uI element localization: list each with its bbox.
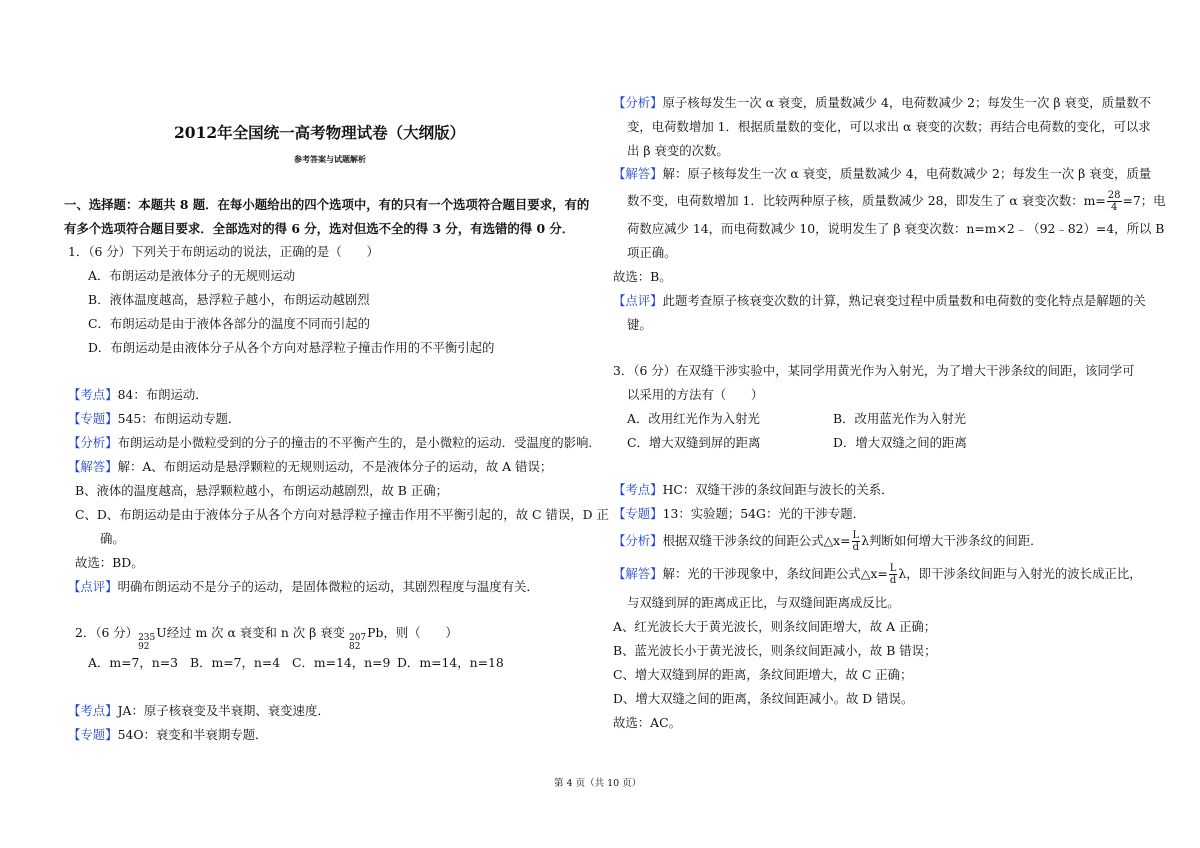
q3-zhuanti-text: 13：实验题；54G：光的干涉专题． [662, 506, 866, 521]
q2-fenxi-text: 原子核每发生一次 α 衰变，质量数减少 4，电荷数减少 2；每发生一次 β 衰变，质量数不 [662, 95, 1152, 110]
formula-fraction [889, 563, 898, 586]
q1-answer: 故选：BD。 [75, 555, 144, 570]
q2-kaodian-text: JA：原子核衰变及半衰期、衰变速度． [117, 703, 330, 718]
q2-option-b: B．m=7，n=4 [190, 655, 281, 670]
q2-dianping [613, 293, 1146, 309]
formula-denominator: d [852, 542, 860, 553]
zhuanti-tag: 【专题】 [68, 727, 118, 742]
jieda-tag: 【解答】 [613, 566, 663, 581]
q2-kaodian [68, 703, 330, 719]
q3-option-a: A．改用红光作为入射光 [627, 411, 760, 426]
q3-kaodian [613, 482, 894, 498]
q1-jieda-line3: C、D、布朗运动是由于液体分子从各个方向对悬浮粒子撞击作用不平衡引起的，故 C 错误，D 正 [75, 507, 609, 522]
lead-nuclide [349, 634, 366, 652]
q3-jieda-line4: B、蓝光波长小于黄光波长，则条纹间距减小，故 B 错误； [613, 643, 937, 658]
q2-option-d: D．m=14，n=18 [397, 655, 504, 670]
q2-jieda [613, 166, 1151, 182]
q3-jieda-line3: A、红光波长大于黄光波长，则条纹间距增大，故 A 正确； [613, 619, 937, 634]
q3-fenxi-text: 根据双缝干涉条纹的间距公式 [662, 533, 824, 548]
q3-fenxi-tail: 判断如何增大干涉条纹的间距． [869, 533, 1043, 548]
q2-fenxi-line3: 出 β 衰变的次数。 [627, 143, 729, 158]
q3-jieda-line5: C、增大双缝到屏的距离，条纹间距增大，故 C 正确； [613, 667, 913, 682]
q3-jieda [613, 563, 1142, 586]
q1-option-c: C．布朗运动是由于液体各部分的温度不同而引起的 [88, 316, 371, 331]
q3-answer: 故选：AC。 [613, 715, 681, 730]
dianping-tag: 【点评】 [68, 579, 118, 594]
q3-option-c: C．增大双缝到屏的距离 [627, 435, 761, 450]
u-symbol: U [156, 625, 167, 640]
q1-jieda [68, 459, 552, 475]
q3-jieda-line6: D、增大双缝之间的距离，条纹间距减小。故 D 错误。 [613, 691, 914, 706]
q3-zhuanti [613, 506, 865, 522]
u-mass-number: 235 [138, 633, 156, 643]
q2-option-a: A．m=7，n=3 [88, 655, 178, 670]
q1-kaodian-text: 84：布朗运动． [117, 387, 208, 402]
q3-option-b: B．改用蓝光作为入射光 [833, 411, 967, 426]
q3-option-d: D．增大双缝之间的距离 [833, 435, 967, 450]
q2-stem-mid: 经过 m 次 α 衰变和 n 次 β 衰变 [166, 625, 346, 640]
formula-lhs: △x= [860, 566, 888, 581]
q1-option-b: B．液体温度越高，悬浮粒子越小，布朗运动越剧烈 [88, 292, 370, 307]
q2-jieda-line3: 荷数应减少 14，而电荷数减少 10，说明发生了 β 衰变次数：n=m×2﹣（92﹣82）=4，所以 B [627, 221, 1165, 236]
formula-numerator: L [889, 563, 897, 574]
q1-stem: 1．（6 分）下列关于布朗运动的说法，正确的是（ ） [68, 244, 379, 259]
q1-jieda-line2: B、液体的温度越高，悬浮颗粒越小，布朗运动越剧烈，故 B 正确； [75, 483, 449, 498]
q2-fenxi [613, 95, 1151, 111]
fenxi-tag: 【分析】 [68, 435, 118, 450]
section-heading-line1: 一、选择题：本题共 8 题．在每小题给出的四个选项中，有的只有一个选项符合题目要求，有的 [64, 197, 590, 212]
q1-zhuanti [68, 411, 240, 427]
alpha-count-fraction [1107, 190, 1122, 213]
kaodian-tag: 【考点】 [613, 482, 663, 497]
q1-fenxi-text: 布朗运动是小微粒受到的分子的撞击的不平衡产生的，是小微粒的运动．受温度的影响． [117, 435, 601, 450]
fraction-numerator: 28 [1107, 190, 1121, 201]
q3-kaodian-text: HC：双缝干涉的条纹间距与波长的关系． [662, 482, 894, 497]
q1-dianping-text: 明确布朗运动不是分子的运动，是固体微粒的运动，其剧烈程度与温度有关． [117, 579, 539, 594]
fenxi-tag: 【分析】 [613, 533, 663, 548]
q1-jieda-text: 解：A、布朗运动是悬浮颗粒的无规则运动，不是液体分子的运动，故 A 错误； [117, 459, 553, 474]
q3-jieda-text: 解：光的干涉现象中，条纹间距公式 [662, 566, 861, 581]
q3-stem-line2: 以采用的方法有（ ） [627, 387, 764, 402]
q1-zhuanti-text: 545：布朗运动专题． [117, 411, 241, 426]
q2-jieda-line2a: 数不变，电荷数增加 1．比较两种原子核，质量数减少 28，即发生了 α 衰变次数：m= [627, 193, 1106, 208]
q2-answer: 故选：B。 [613, 269, 672, 284]
q2-number: 2．（6 分） [75, 625, 139, 640]
q2-dianping-text: 此题考查原子核衰变次数的计算，熟记衰变过程中质量数和电荷数的变化特点是解题的关 [662, 293, 1146, 308]
q2-jieda-line4: 项正确。 [627, 245, 677, 260]
q1-option-d: D．布朗运动是由液体分子从各个方向对悬浮粒子撞击作用的不平衡引起的 [88, 340, 495, 355]
u-charge-number: 92 [138, 642, 150, 652]
q3-jieda-line2: 与双缝到屏的距离成正比，与双缝间距离成反比。 [627, 595, 900, 610]
formula-rhs: λ [898, 566, 907, 581]
q3-jieda-tail: ，即干涉条纹间距与入射光的波长成正比， [906, 566, 1142, 581]
fenxi-tag: 【分析】 [613, 95, 663, 110]
jieda-tag: 【解答】 [613, 166, 663, 181]
q3-fenxi [613, 530, 1043, 553]
q2-zhuanti [68, 727, 267, 743]
formula-numerator: L [852, 530, 860, 541]
q2-stem-tail: ，则（ ） [383, 625, 458, 640]
q2-fenxi-line2: 变，电荷数增加 1．根据质量数的变化，可以求出 α 衰变的次数；再结合电荷数的变化，可以求 [627, 119, 1151, 134]
q1-jieda-line4: 确。 [100, 531, 125, 546]
section-heading-line2: 有多个选项符合题目要求．全部选对的得 6 分，选对但选不全的得 3 分，有选错的得 0 分． [64, 221, 575, 236]
q2-dianping-line2: 键。 [627, 317, 652, 332]
q1-option-a: A．布朗运动是液体分子的无规则运动 [88, 268, 296, 283]
pb-symbol: Pb [367, 625, 384, 640]
dianping-tag: 【点评】 [613, 293, 663, 308]
q1-dianping [68, 579, 539, 595]
q2-jieda-line2b: =7；电 [1122, 193, 1166, 208]
formula-fraction [852, 530, 861, 553]
zhuanti-tag: 【专题】 [68, 411, 118, 426]
formula-rhs: λ [861, 533, 870, 548]
formula-lhs: △x= [823, 533, 851, 548]
q2-zhuanti-text: 54O：衰变和半衰期专题． [117, 727, 268, 742]
page-subtitle: 参考答案与试题解析 [294, 154, 366, 164]
kaodian-tag: 【考点】 [68, 703, 118, 718]
pb-charge-number: 82 [348, 642, 361, 652]
q1-fenxi [68, 435, 601, 451]
kaodian-tag: 【考点】 [68, 387, 118, 402]
jieda-tag: 【解答】 [68, 459, 118, 474]
q3-stem: 3．（6 分）在双缝干涉实验中，某同学用黄光作为入射光，为了增大干涉条纹的间距，该同学可 [613, 363, 1135, 378]
q2-option-c: C．m=14，n=9 [292, 655, 391, 670]
fraction-denominator: 4 [1110, 202, 1118, 213]
q2-jieda-line2 [627, 190, 1166, 213]
page-number-footer: 第 4 页（共 10 页） [554, 778, 642, 789]
page-title: 2012年全国统一高考物理试卷（大纲版） [174, 123, 466, 142]
q2-jieda-text: 解：原子核每发生一次 α 衰变，质量数减少 4，电荷数减少 2；每发生一次 β 衰变，质量 [662, 166, 1152, 181]
q2-stem [75, 625, 458, 652]
uranium-nuclide [138, 634, 155, 652]
formula-denominator: d [889, 575, 897, 586]
q1-kaodian [68, 387, 208, 403]
zhuanti-tag: 【专题】 [613, 506, 663, 521]
pb-mass-number: 207 [348, 633, 367, 643]
